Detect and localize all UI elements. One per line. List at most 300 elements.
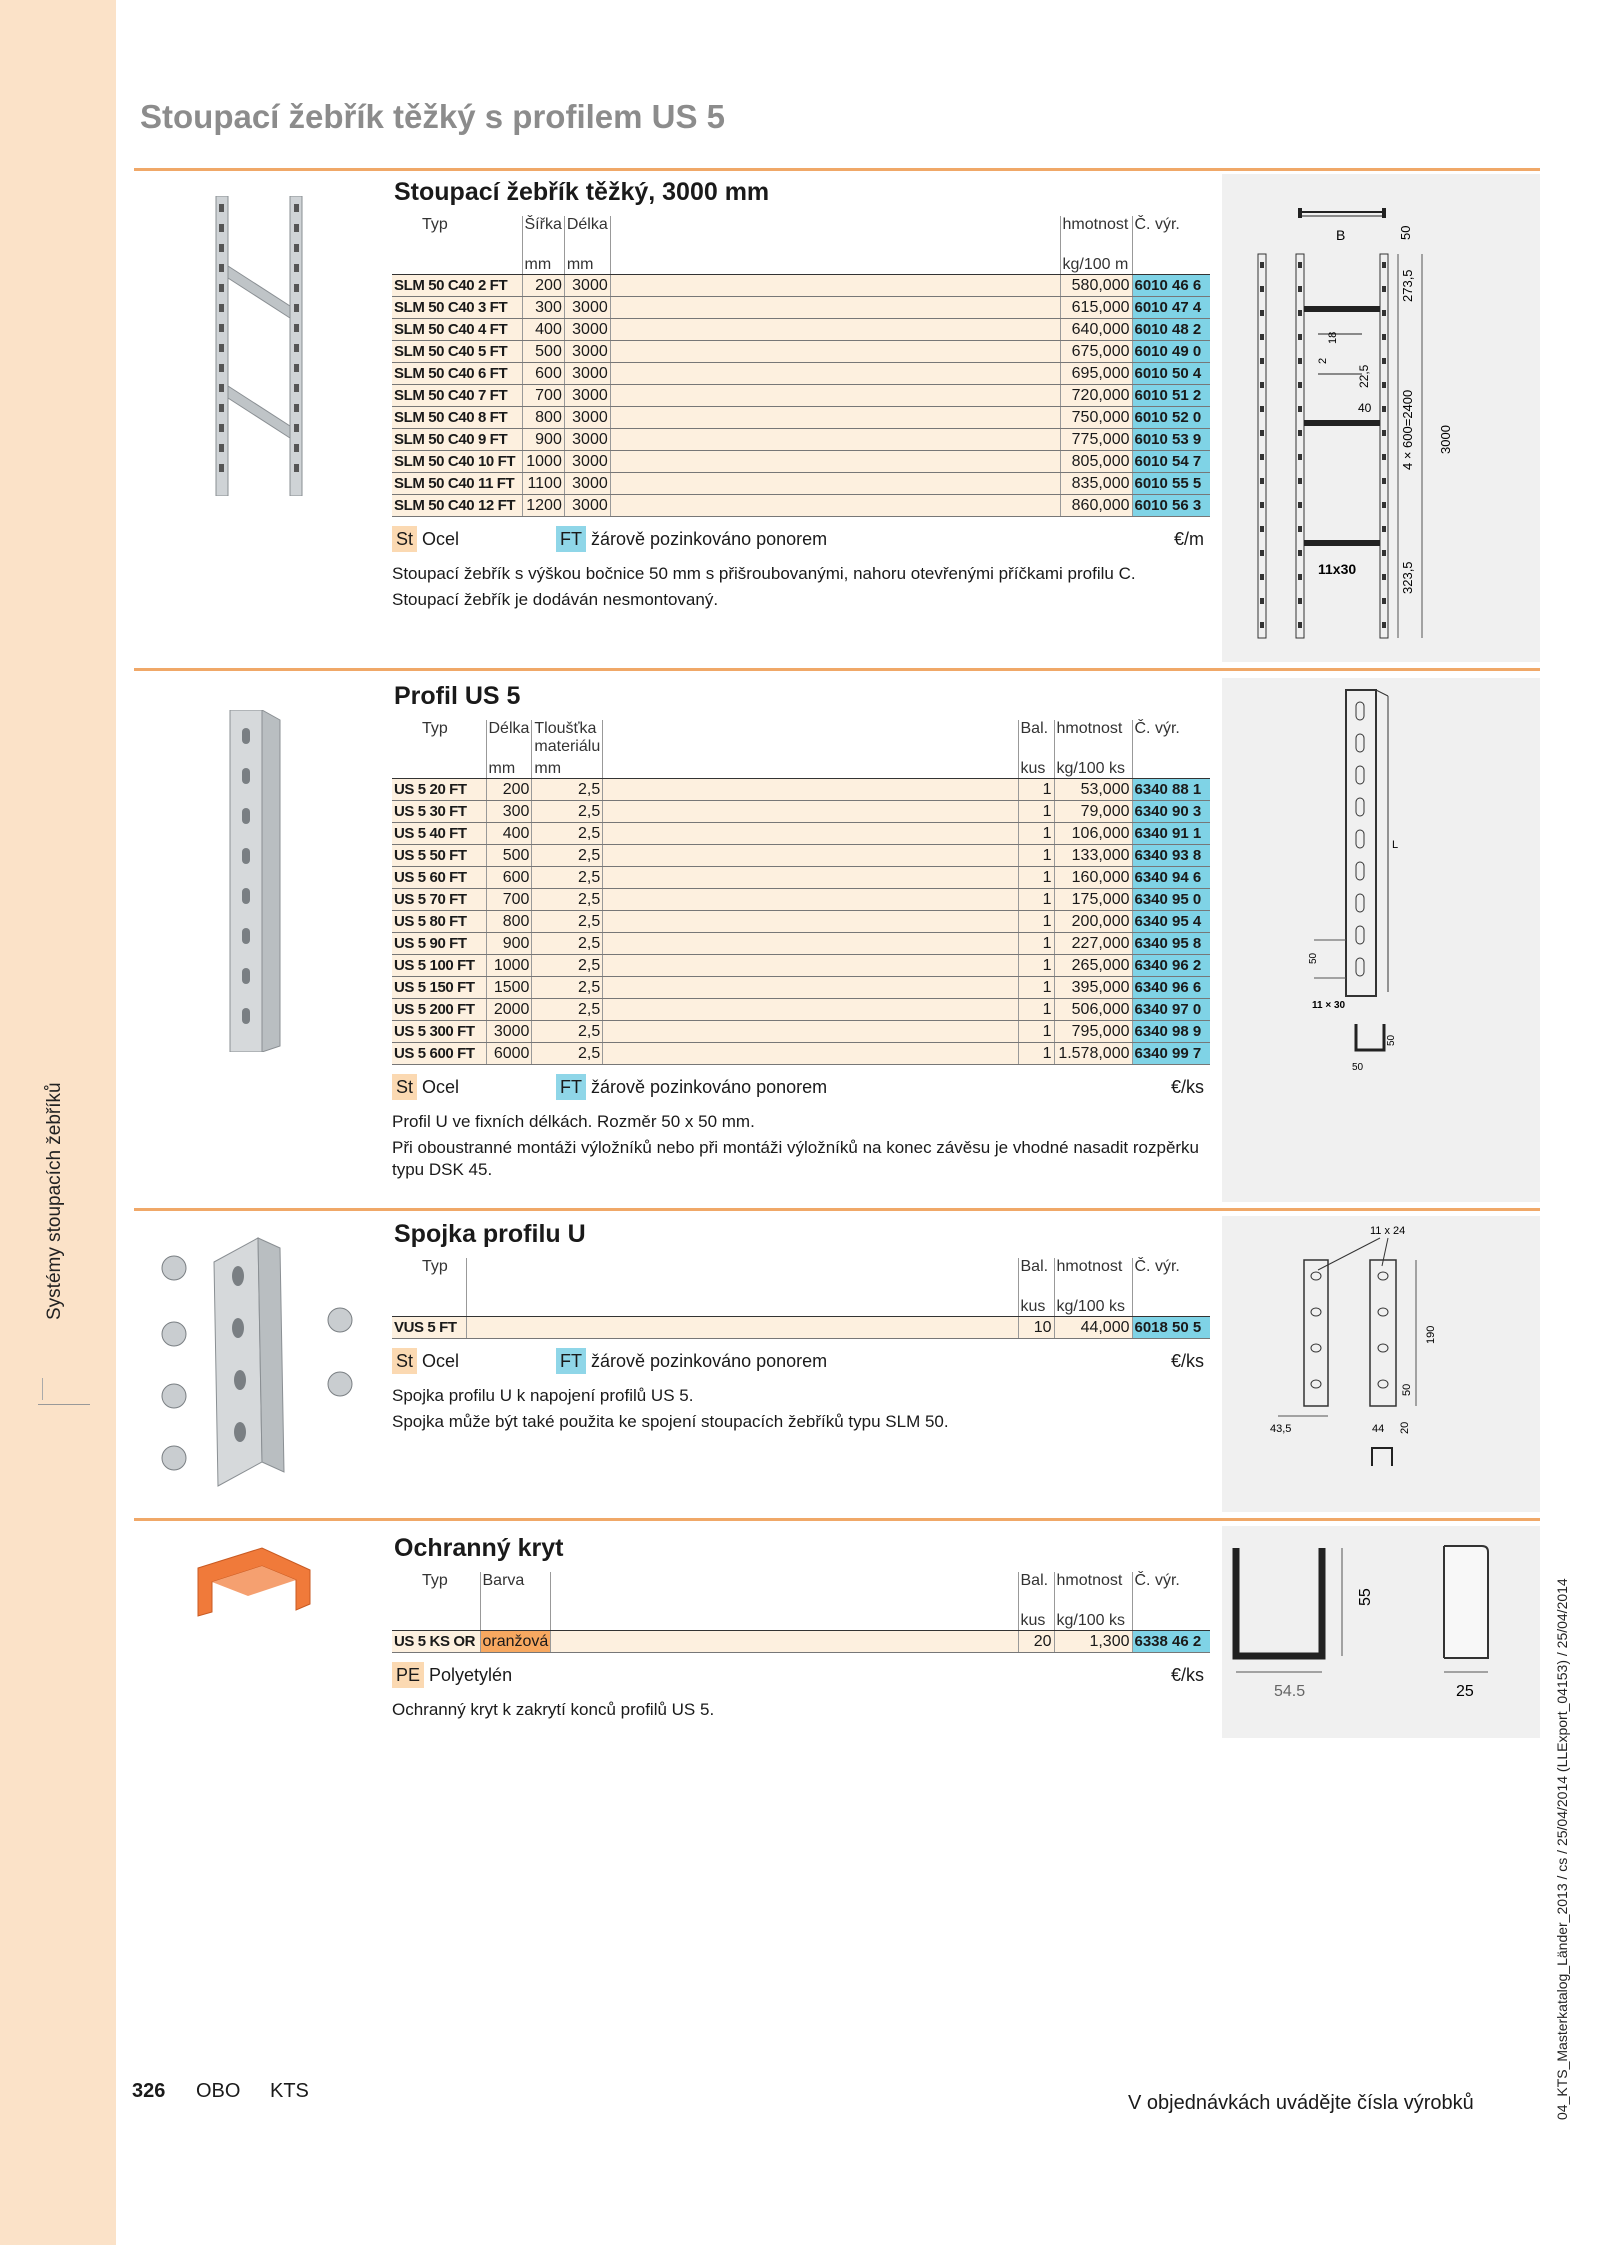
cvyr-cell: 6340 90 3 bbox=[1132, 801, 1210, 823]
spacer-cell bbox=[603, 889, 1018, 911]
unit-hmotnost: kg/100 ks bbox=[1054, 1612, 1132, 1631]
delka-cell: 2000 bbox=[486, 999, 532, 1021]
cvyr-cell: 6010 53 9 bbox=[1132, 429, 1210, 451]
tloustka-cell: 2,5 bbox=[532, 779, 603, 801]
barva-cell: oranžová bbox=[480, 1631, 551, 1653]
finish-name: žárově pozinkováno ponorem bbox=[591, 1077, 828, 1097]
table-row bbox=[392, 319, 1210, 341]
table-row bbox=[392, 999, 1210, 1021]
coupler-table bbox=[392, 1258, 1210, 1339]
dim-50-a: 50 bbox=[1308, 952, 1319, 964]
spacer-cell bbox=[603, 955, 1018, 977]
hmotnost-cell: 265,000 bbox=[1054, 955, 1132, 977]
sirka-cell: 200 bbox=[522, 275, 564, 297]
material-name: Ocel bbox=[422, 1077, 460, 1097]
hmotnost-cell: 750,000 bbox=[1060, 407, 1132, 429]
table-row bbox=[392, 1021, 1210, 1043]
spacer-cell bbox=[603, 867, 1018, 889]
col-bal: Bal. bbox=[1018, 1258, 1054, 1298]
sirka-cell: 1000 bbox=[522, 451, 564, 473]
table-row bbox=[392, 1631, 1210, 1653]
footer-note: V objednávkách uvádějte čísla výrobků bbox=[1128, 2092, 1474, 2114]
table-row bbox=[392, 779, 1210, 801]
spacer-cell bbox=[610, 341, 1060, 363]
table-row bbox=[392, 1043, 1210, 1065]
delka-cell: 600 bbox=[486, 867, 532, 889]
dim-40: 40 bbox=[1358, 401, 1372, 415]
hmotnost-cell: 175,000 bbox=[1054, 889, 1132, 911]
cvyr-cell: 6340 98 9 bbox=[1132, 1021, 1210, 1043]
col-barva: Barva bbox=[480, 1572, 551, 1612]
cvyr-cell: 6010 49 0 bbox=[1132, 341, 1210, 363]
tloustka-cell: 2,5 bbox=[532, 889, 603, 911]
dim-l: L bbox=[1392, 839, 1399, 851]
spacer-cell bbox=[610, 407, 1060, 429]
dim-11x30: 11x30 bbox=[1318, 561, 1357, 577]
sirka-cell: 700 bbox=[522, 385, 564, 407]
cvyr-cell: 6010 54 7 bbox=[1132, 451, 1210, 473]
hmotnost-cell: 580,000 bbox=[1060, 275, 1132, 297]
sirka-cell: 400 bbox=[522, 319, 564, 341]
sirka-cell: 1100 bbox=[522, 473, 564, 495]
spacer-cell bbox=[603, 845, 1018, 867]
finish-code: FT bbox=[556, 526, 586, 552]
table-row bbox=[392, 429, 1210, 451]
bal-cell: 1 bbox=[1018, 779, 1054, 801]
bal-cell: 1 bbox=[1018, 845, 1054, 867]
bal-cell: 1 bbox=[1018, 867, 1054, 889]
section-divider bbox=[134, 1208, 1540, 1211]
typ-cell: US 5 200 FT bbox=[392, 999, 486, 1021]
delka-cell: 3000 bbox=[564, 385, 610, 407]
hmotnost-cell: 53,000 bbox=[1054, 779, 1132, 801]
delka-cell: 3000 bbox=[564, 429, 610, 451]
tloustka-cell: 2,5 bbox=[532, 955, 603, 977]
unit-delka: mm bbox=[486, 760, 532, 779]
spacer-cell bbox=[603, 933, 1018, 955]
ladder-table bbox=[392, 216, 1210, 517]
dim-55: 55 bbox=[1357, 1588, 1374, 1606]
dim-b: B bbox=[1336, 227, 1346, 243]
description-line: Ochranný kryt k zakrytí konců profilů US 5. bbox=[392, 1700, 715, 1719]
description-line: Spojka profilu U k napojení profilů US 5. bbox=[392, 1386, 694, 1405]
typ-cell: SLM 50 C40 3 FT bbox=[392, 297, 522, 319]
spacer-cell bbox=[610, 363, 1060, 385]
description-line: Stoupací žebřík je dodáván nesmontovaný. bbox=[392, 590, 719, 609]
col-cvyr: Č. výr. bbox=[1132, 1572, 1210, 1612]
table-row bbox=[392, 407, 1210, 429]
col-typ: Typ bbox=[422, 216, 448, 233]
cvyr-cell: 6010 52 0 bbox=[1132, 407, 1210, 429]
typ-cell: US 5 80 FT bbox=[392, 911, 486, 933]
spacer-cell bbox=[603, 801, 1018, 823]
spacer-cell bbox=[610, 451, 1060, 473]
col-typ: Typ bbox=[422, 1572, 448, 1589]
profile-table bbox=[392, 720, 1210, 1065]
table-row bbox=[392, 933, 1210, 955]
cvyr-cell: 6010 48 2 bbox=[1132, 319, 1210, 341]
table-row bbox=[392, 801, 1210, 823]
table-row bbox=[392, 889, 1210, 911]
cover-drawing bbox=[1222, 1526, 1540, 1738]
typ-cell: US 5 100 FT bbox=[392, 955, 486, 977]
table-row bbox=[392, 385, 1210, 407]
dim-22-5: 22,5 bbox=[1357, 364, 1371, 388]
hmotnost-cell: 1.578,000 bbox=[1054, 1043, 1132, 1065]
cover-table bbox=[392, 1572, 1210, 1653]
material-line bbox=[392, 1347, 1210, 1375]
cvyr-cell: 6010 51 2 bbox=[1132, 385, 1210, 407]
delka-cell: 3000 bbox=[564, 495, 610, 517]
dim-323-5: 323,5 bbox=[1400, 561, 1415, 594]
delka-cell: 3000 bbox=[564, 297, 610, 319]
tloustka-cell: 2,5 bbox=[532, 933, 603, 955]
col-hmotnost: hmotnost bbox=[1054, 1258, 1132, 1298]
side-label: Systémy stoupacích žebříků bbox=[44, 1082, 65, 1320]
finish-name: žárově pozinkováno ponorem bbox=[591, 529, 828, 549]
description bbox=[392, 1699, 1210, 1721]
bal-cell: 1 bbox=[1018, 977, 1054, 999]
coupler-title: Spojka profilu U bbox=[394, 1220, 586, 1248]
spacer-cell bbox=[610, 495, 1060, 517]
hmotnost-cell: 640,000 bbox=[1060, 319, 1132, 341]
price-unit: €/m bbox=[1173, 529, 1204, 549]
typ-cell: US 5 600 FT bbox=[392, 1043, 486, 1065]
hmotnost-cell: 106,000 bbox=[1054, 823, 1132, 845]
description bbox=[392, 1385, 1210, 1433]
spacer-cell bbox=[551, 1631, 1018, 1653]
ladder-drawing bbox=[1222, 174, 1540, 662]
typ-cell: SLM 50 C40 11 FT bbox=[392, 473, 522, 495]
hmotnost-cell: 795,000 bbox=[1054, 1021, 1132, 1043]
table-row bbox=[392, 341, 1210, 363]
cvyr-cell: 6018 50 5 bbox=[1132, 1317, 1210, 1339]
typ-cell: SLM 50 C40 4 FT bbox=[392, 319, 522, 341]
sirka-cell: 600 bbox=[522, 363, 564, 385]
tloustka-cell: 2,5 bbox=[532, 823, 603, 845]
col-typ: Typ bbox=[422, 1258, 448, 1275]
description-line: Spojka může být také použita ke spojení stoupacích žebříků typu SLM 50. bbox=[392, 1412, 949, 1431]
table-row bbox=[392, 473, 1210, 495]
cvyr-cell: 6340 95 8 bbox=[1132, 933, 1210, 955]
cvyr-cell: 6340 97 0 bbox=[1132, 999, 1210, 1021]
hmotnost-cell: 695,000 bbox=[1060, 363, 1132, 385]
hmotnost-cell: 615,000 bbox=[1060, 297, 1132, 319]
cvyr-cell: 6340 88 1 bbox=[1132, 779, 1210, 801]
typ-cell: US 5 30 FT bbox=[392, 801, 486, 823]
spacer-cell bbox=[603, 823, 1018, 845]
typ-cell: US 5 150 FT bbox=[392, 977, 486, 999]
profile-title: Profil US 5 bbox=[394, 682, 521, 710]
typ-cell: US 5 50 FT bbox=[392, 845, 486, 867]
hmotnost-cell: 835,000 bbox=[1060, 473, 1132, 495]
tloustka-cell: 2,5 bbox=[532, 977, 603, 999]
description bbox=[392, 1111, 1210, 1181]
unit-sirka: mm bbox=[522, 256, 564, 275]
profile-drawing bbox=[1222, 678, 1540, 1202]
delka-cell: 500 bbox=[486, 845, 532, 867]
delka-cell: 3000 bbox=[564, 473, 610, 495]
ladder-title: Stoupací žebřík těžký, 3000 mm bbox=[394, 178, 770, 206]
sirka-cell: 300 bbox=[522, 297, 564, 319]
material-code: St bbox=[392, 526, 417, 552]
col-cvyr: Č. výr. bbox=[1132, 720, 1210, 760]
cvyr-cell: 6010 55 5 bbox=[1132, 473, 1210, 495]
cvyr-cell: 6010 46 6 bbox=[1132, 275, 1210, 297]
dim-11x30: 11 × 30 bbox=[1312, 1000, 1346, 1011]
dim-11x24: 11 x 24 bbox=[1370, 1225, 1406, 1237]
spacer-cell bbox=[610, 385, 1060, 407]
typ-cell: SLM 50 C40 12 FT bbox=[392, 495, 522, 517]
price-unit: €/ks bbox=[1170, 1077, 1204, 1097]
tloustka-cell: 2,5 bbox=[532, 1021, 603, 1043]
dim-43-5: 43,5 bbox=[1270, 1423, 1292, 1435]
hmotnost-cell: 227,000 bbox=[1054, 933, 1132, 955]
bal-cell: 1 bbox=[1018, 911, 1054, 933]
dim-273-5: 273,5 bbox=[1400, 269, 1415, 302]
hmotnost-cell: 775,000 bbox=[1060, 429, 1132, 451]
bal-cell: 1 bbox=[1018, 801, 1054, 823]
bal-cell: 20 bbox=[1018, 1631, 1054, 1653]
bal-cell: 10 bbox=[1018, 1317, 1054, 1339]
material-code: St bbox=[392, 1074, 417, 1100]
delka-cell: 3000 bbox=[564, 451, 610, 473]
bal-cell: 1 bbox=[1018, 1021, 1054, 1043]
typ-cell: US 5 KS OR bbox=[392, 1631, 480, 1653]
coupler-drawing bbox=[1222, 1216, 1540, 1512]
spacer-cell bbox=[610, 429, 1060, 451]
table-row bbox=[392, 451, 1210, 473]
hmotnost-cell: 805,000 bbox=[1060, 451, 1132, 473]
finish-code: FT bbox=[556, 1348, 586, 1374]
tloustka-cell: 2,5 bbox=[532, 999, 603, 1021]
side-marker-icon bbox=[38, 1378, 90, 1405]
hmotnost-cell: 133,000 bbox=[1054, 845, 1132, 867]
bal-cell: 1 bbox=[1018, 955, 1054, 977]
cvyr-cell: 6010 47 4 bbox=[1132, 297, 1210, 319]
table-row bbox=[392, 867, 1210, 889]
cvyr-cell: 6340 95 0 bbox=[1132, 889, 1210, 911]
finish-code: FT bbox=[556, 1074, 586, 1100]
material-line bbox=[392, 1073, 1210, 1101]
section-divider bbox=[134, 1518, 1540, 1521]
typ-cell: SLM 50 C40 7 FT bbox=[392, 385, 522, 407]
page-title: Stoupací žebřík těžký s profilem US 5 bbox=[140, 98, 726, 135]
delka-cell: 6000 bbox=[486, 1043, 532, 1065]
cvyr-cell: 6340 93 8 bbox=[1132, 845, 1210, 867]
typ-cell: SLM 50 C40 2 FT bbox=[392, 275, 522, 297]
delka-cell: 3000 bbox=[564, 275, 610, 297]
tloustka-cell: 2,5 bbox=[532, 1043, 603, 1065]
dim-50: 50 bbox=[1401, 1383, 1413, 1396]
ladder-photo bbox=[214, 196, 306, 496]
sirka-cell: 500 bbox=[522, 341, 564, 363]
unit-hmotnost: kg/100 ks bbox=[1054, 760, 1132, 779]
table-row bbox=[392, 977, 1210, 999]
cvyr-cell: 6338 46 2 bbox=[1132, 1631, 1210, 1653]
typ-cell: VUS 5 FT bbox=[392, 1317, 466, 1339]
col-typ: Typ bbox=[422, 720, 448, 737]
tloustka-cell: 2,5 bbox=[532, 801, 603, 823]
bal-cell: 1 bbox=[1018, 1043, 1054, 1065]
footer-catalog: KTS bbox=[270, 2080, 309, 2102]
footer-brand: OBO bbox=[196, 2080, 241, 2102]
price-unit: €/ks bbox=[1170, 1665, 1204, 1685]
dim-50-c: 50 bbox=[1352, 1062, 1364, 1073]
material-name: Ocel bbox=[422, 529, 460, 549]
hmotnost-cell: 506,000 bbox=[1054, 999, 1132, 1021]
table-row bbox=[392, 823, 1210, 845]
delka-cell: 200 bbox=[486, 779, 532, 801]
tloustka-cell: 2,5 bbox=[532, 867, 603, 889]
typ-cell: SLM 50 C40 9 FT bbox=[392, 429, 522, 451]
profile-section bbox=[392, 680, 1210, 1185]
spacer-cell bbox=[610, 319, 1060, 341]
table-row bbox=[392, 1317, 1210, 1339]
table-row bbox=[392, 495, 1210, 517]
cvyr-cell: 6340 94 6 bbox=[1132, 867, 1210, 889]
finish-name: žárově pozinkováno ponorem bbox=[591, 1351, 828, 1371]
delka-cell: 1000 bbox=[486, 955, 532, 977]
typ-cell: US 5 90 FT bbox=[392, 933, 486, 955]
description bbox=[392, 563, 1210, 611]
unit-bal: kus bbox=[1018, 760, 1054, 779]
tloustka-cell: 2,5 bbox=[532, 845, 603, 867]
coupler-section bbox=[392, 1218, 1210, 1437]
hmotnost-cell: 720,000 bbox=[1060, 385, 1132, 407]
spacer-cell bbox=[603, 911, 1018, 933]
delka-cell: 700 bbox=[486, 889, 532, 911]
table-row bbox=[392, 845, 1210, 867]
table-row bbox=[392, 911, 1210, 933]
typ-cell: SLM 50 C40 10 FT bbox=[392, 451, 522, 473]
col-cvyr: Č. výr. bbox=[1132, 1258, 1210, 1298]
hmotnost-cell: 1,300 bbox=[1054, 1631, 1132, 1653]
cvyr-cell: 6010 50 4 bbox=[1132, 363, 1210, 385]
cvyr-cell: 6340 91 1 bbox=[1132, 823, 1210, 845]
material-name: Polyetylén bbox=[429, 1665, 513, 1685]
sirka-cell: 900 bbox=[522, 429, 564, 451]
col-delka: Délka bbox=[564, 216, 610, 256]
bal-cell: 1 bbox=[1018, 933, 1054, 955]
table-row bbox=[392, 955, 1210, 977]
spacer-cell bbox=[610, 275, 1060, 297]
hmotnost-cell: 44,000 bbox=[1054, 1317, 1132, 1339]
unit-hmotnost: kg/100 ks bbox=[1054, 1298, 1132, 1317]
spacer-cell bbox=[610, 473, 1060, 495]
hmotnost-cell: 395,000 bbox=[1054, 977, 1132, 999]
dim-18: 18 bbox=[1327, 331, 1339, 344]
dim-54-5: 54.5 bbox=[1274, 1683, 1306, 1700]
bal-cell: 1 bbox=[1018, 889, 1054, 911]
dim-20: 20 bbox=[1399, 1421, 1411, 1434]
col-tloustka: Tloušťka materiálu bbox=[532, 720, 603, 760]
bal-cell: 1 bbox=[1018, 999, 1054, 1021]
description-line: Stoupací žebřík s výškou bočnice 50 mm s přišroubovanými, nahoru otevřenými příčkami profilu C. bbox=[392, 564, 1136, 583]
dim-25: 25 bbox=[1456, 1683, 1474, 1700]
delka-cell: 1500 bbox=[486, 977, 532, 999]
hmotnost-cell: 200,000 bbox=[1054, 911, 1132, 933]
dim-50: 50 bbox=[1398, 225, 1413, 240]
material-line bbox=[392, 525, 1210, 553]
typ-cell: US 5 40 FT bbox=[392, 823, 486, 845]
material-code: PE bbox=[392, 1662, 424, 1688]
hmotnost-cell: 160,000 bbox=[1054, 867, 1132, 889]
bal-cell: 1 bbox=[1018, 823, 1054, 845]
section-divider bbox=[134, 168, 1540, 171]
col-hmotnost: hmotnost bbox=[1054, 720, 1132, 760]
col-bal: Bal. bbox=[1018, 1572, 1054, 1612]
table-row bbox=[392, 297, 1210, 319]
section-divider bbox=[134, 668, 1540, 671]
dim-190: 190 bbox=[1425, 1325, 1437, 1344]
unit-hmotnost: kg/100 m bbox=[1060, 256, 1132, 275]
delka-cell: 800 bbox=[486, 911, 532, 933]
typ-cell: US 5 20 FT bbox=[392, 779, 486, 801]
sirka-cell: 1200 bbox=[522, 495, 564, 517]
typ-cell: US 5 300 FT bbox=[392, 1021, 486, 1043]
spacer-cell bbox=[603, 779, 1018, 801]
dim-44: 44 bbox=[1372, 1423, 1385, 1435]
cover-photo bbox=[192, 1546, 314, 1618]
cvyr-cell: 6340 96 6 bbox=[1132, 977, 1210, 999]
typ-cell: SLM 50 C40 6 FT bbox=[392, 363, 522, 385]
delka-cell: 3000 bbox=[564, 341, 610, 363]
dim-2: 2 bbox=[1317, 357, 1329, 364]
col-hmotnost: hmotnost bbox=[1060, 216, 1132, 256]
spacer-cell bbox=[610, 297, 1060, 319]
material-code: St bbox=[392, 1348, 417, 1374]
delka-cell: 3000 bbox=[564, 407, 610, 429]
delka-cell: 3000 bbox=[564, 363, 610, 385]
delka-cell: 900 bbox=[486, 933, 532, 955]
coupler-photo bbox=[150, 1232, 376, 1492]
unit-bal: kus bbox=[1018, 1612, 1054, 1631]
typ-cell: SLM 50 C40 8 FT bbox=[392, 407, 522, 429]
typ-cell: US 5 70 FT bbox=[392, 889, 486, 911]
unit-bal: kus bbox=[1018, 1298, 1054, 1317]
col-hmotnost: hmotnost bbox=[1054, 1572, 1132, 1612]
dim-3000: 3000 bbox=[1438, 425, 1453, 454]
cvyr-cell: 6340 99 7 bbox=[1132, 1043, 1210, 1065]
cvyr-cell: 6010 56 3 bbox=[1132, 495, 1210, 517]
table-row bbox=[392, 363, 1210, 385]
hmotnost-cell: 79,000 bbox=[1054, 801, 1132, 823]
cover-section bbox=[392, 1532, 1210, 1725]
print-info: 04_KTS_Masterkatalog_Länder_2013 / cs / 25/04/2014 (LLExport_04153) / 25/04/2014 bbox=[1554, 1578, 1570, 2120]
unit-tloustka: mm bbox=[532, 760, 603, 779]
delka-cell: 3000 bbox=[486, 1021, 532, 1043]
typ-cell: SLM 50 C40 5 FT bbox=[392, 341, 522, 363]
material-name: Ocel bbox=[422, 1351, 460, 1371]
cover-title: Ochranný kryt bbox=[394, 1534, 564, 1562]
typ-cell: US 5 60 FT bbox=[392, 867, 486, 889]
col-sirka: Šířka bbox=[522, 216, 564, 256]
spacer-cell bbox=[603, 1021, 1018, 1043]
page-number: 326 bbox=[132, 2080, 166, 2102]
delka-cell: 400 bbox=[486, 823, 532, 845]
spacer-cell bbox=[603, 1043, 1018, 1065]
tloustka-cell: 2,5 bbox=[532, 911, 603, 933]
col-bal: Bal. bbox=[1018, 720, 1054, 760]
dim-50-b: 50 bbox=[1386, 1034, 1397, 1046]
col-cvyr: Č. výr. bbox=[1132, 216, 1210, 256]
cvyr-cell: 6340 95 4 bbox=[1132, 911, 1210, 933]
spacer-cell bbox=[603, 977, 1018, 999]
price-unit: €/ks bbox=[1170, 1351, 1204, 1371]
ladder-section bbox=[392, 176, 1210, 615]
spacer-cell bbox=[603, 999, 1018, 1021]
